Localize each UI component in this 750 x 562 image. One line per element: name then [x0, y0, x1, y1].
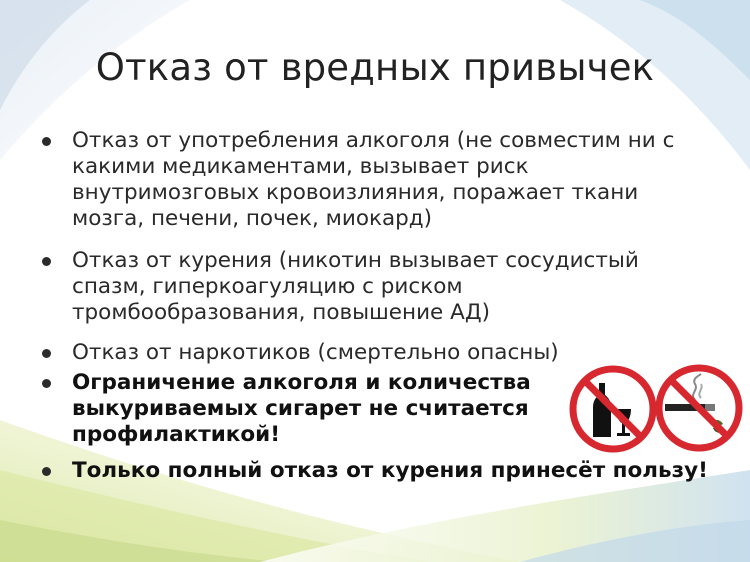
- bullet-icon: [42, 379, 51, 388]
- slide-title: Отказ от вредных привычек: [95, 46, 655, 89]
- bullet-icon: [42, 257, 51, 266]
- bullet-text: Отказ от употребления алкоголя (не совместим ни с какими медикаментами, вызывает риск внутримозговых кровоизлияния, поражает ткани мозга, печени, почек, миокард): [72, 128, 675, 231]
- bullet-icon: [42, 467, 51, 476]
- no-smoking-icon: [655, 364, 743, 452]
- no-alcohol-icon: [569, 365, 657, 453]
- bullet-text: Отказ от курения (никотин вызывает сосудистый спазм, гиперкоагуляцию с риском тромбообразования, повышение АД): [72, 248, 639, 325]
- bullet-icon: [42, 349, 51, 358]
- bullet-icon: [42, 137, 51, 146]
- bullet-text: Только полный отказ от курения принесёт пользу!: [72, 458, 708, 483]
- bullet-text: Отказ от наркотиков (смертельно опасны): [72, 340, 559, 365]
- bullet-text: Ограничение алкоголя и количества выкуриваемых сигарет не считается профилактикой!: [72, 370, 531, 447]
